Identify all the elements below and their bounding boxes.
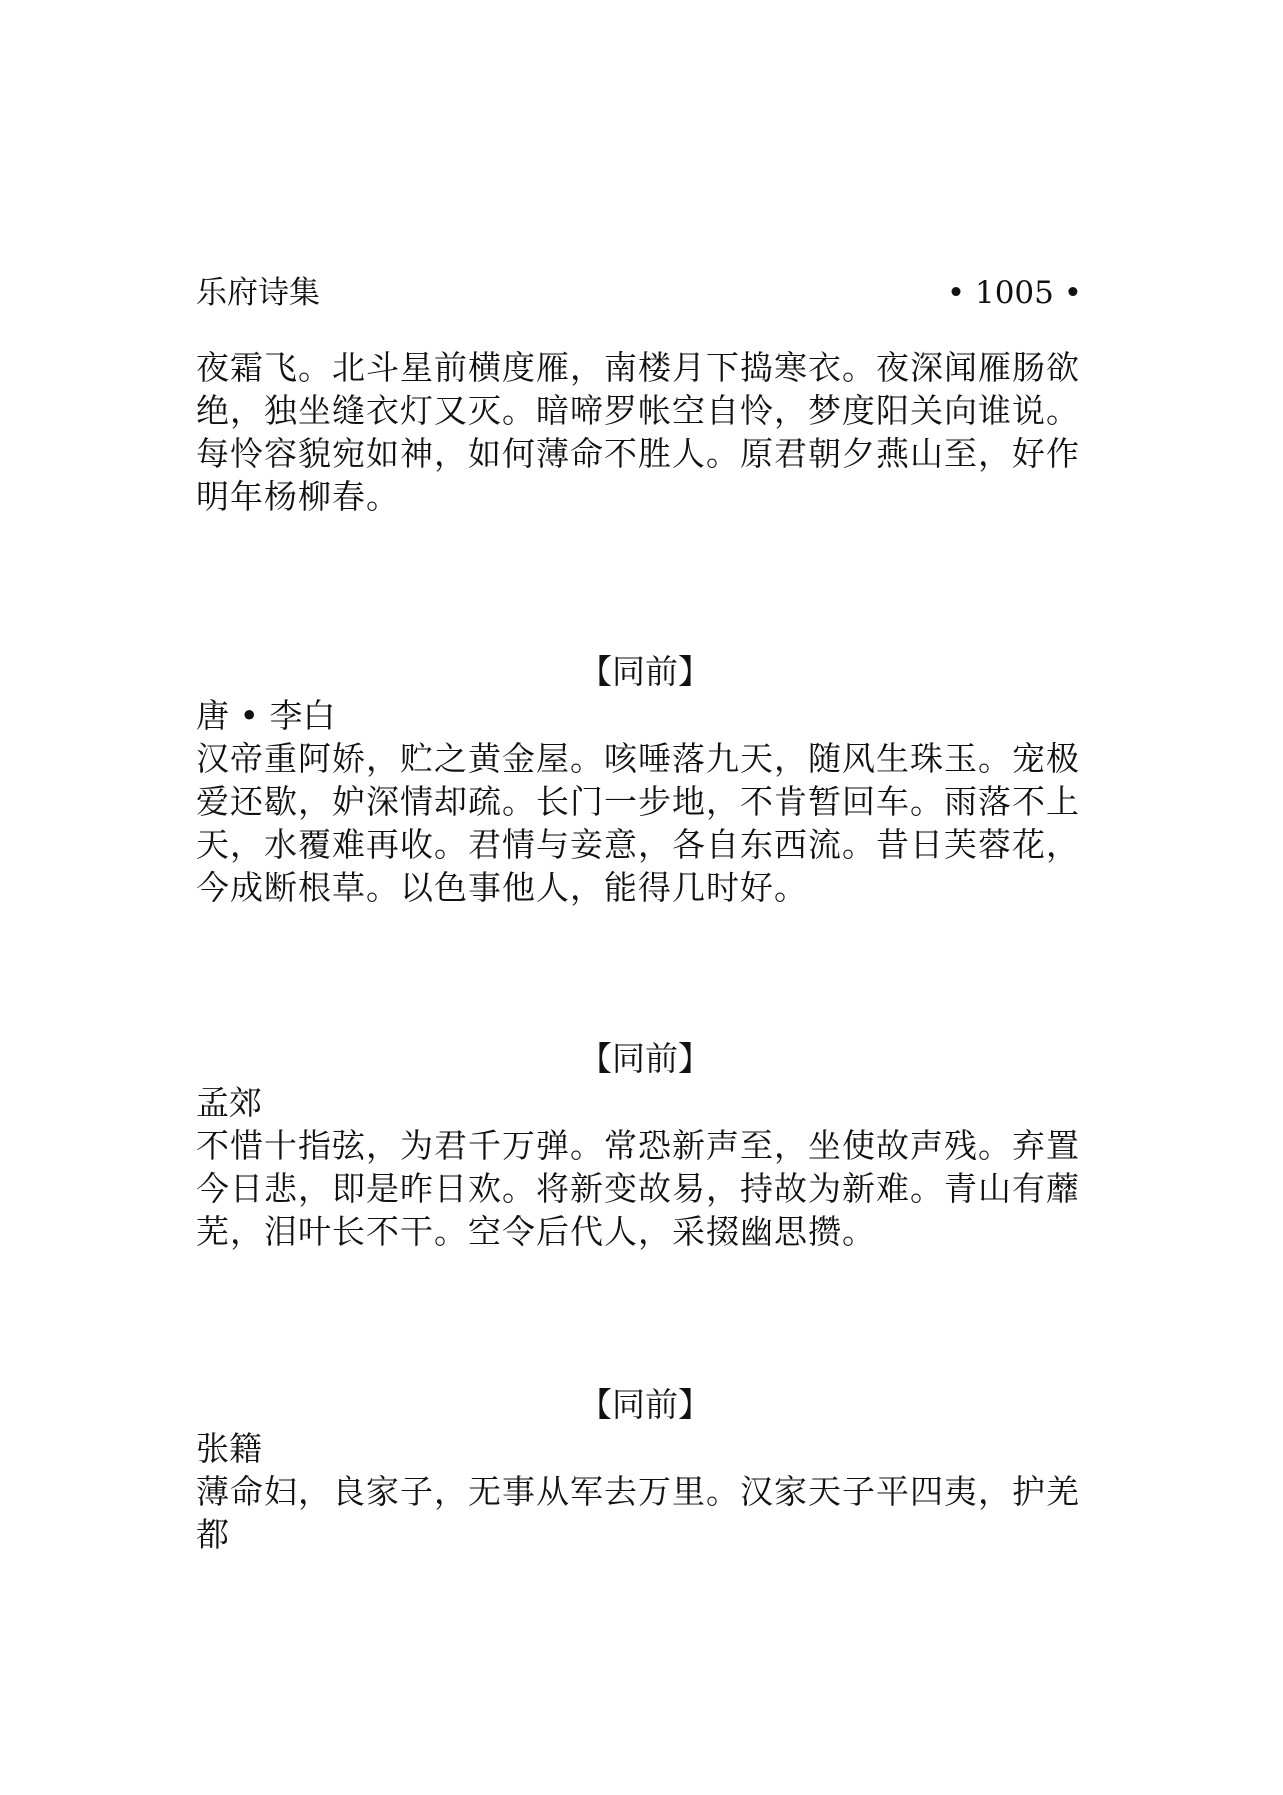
poem-text: 不惜十指弦，为君千万弹。常恐新声至，坐使故声残。弃置今日悲，即是昨日欢。将新变故易，持故为新难。青山有蘼芜，泪叶长不干。空令后代人，采掇幽思攒。 (196, 1126, 1080, 1251)
poem-author: 孟郊 (196, 1083, 262, 1122)
section-title: 【同前】 (579, 1385, 711, 1424)
poem-author: 张籍 (196, 1429, 262, 1468)
continued-poem-text: 夜霜飞。北斗星前横度雁，南楼月下捣寒衣。夜深闻雁肠欲绝，独坐缝衣灯又灭。暗啼罗帐空自怜，梦度阳关向谁说。每怜容貌宛如神，如何薄命不胜人。原君朝夕燕山至，好作明年杨柳春。 (196, 348, 1080, 516)
book-title: 乐府诗集 (196, 275, 320, 311)
poem-section (196, 1383, 1094, 1556)
poem-section (196, 650, 1094, 909)
section-title: 【同前】 (579, 1039, 711, 1078)
poem-author: 唐 • 李白 (196, 696, 336, 735)
poem-text: 汉帝重阿娇，贮之黄金屋。咳唾落九天，随风生珠玉。宠极爱还歇，妒深情却疏。长门一步地，不肯暂回车。雨落不上天，水覆难再收。君情与妾意，各自东西流。昔日芙蓉花，今成断根草。以色事他人，能得几时好。 (196, 739, 1080, 907)
section-title: 【同前】 (579, 652, 711, 691)
poem-text: 薄命妇，良家子，无事从军去万里。汉家天子平四夷，护羌都 (196, 1472, 1080, 1554)
poem-section (196, 1037, 1094, 1253)
document-page (196, 270, 1094, 1556)
page-number: • 1005 • (946, 275, 1082, 311)
page-header (196, 270, 1094, 316)
